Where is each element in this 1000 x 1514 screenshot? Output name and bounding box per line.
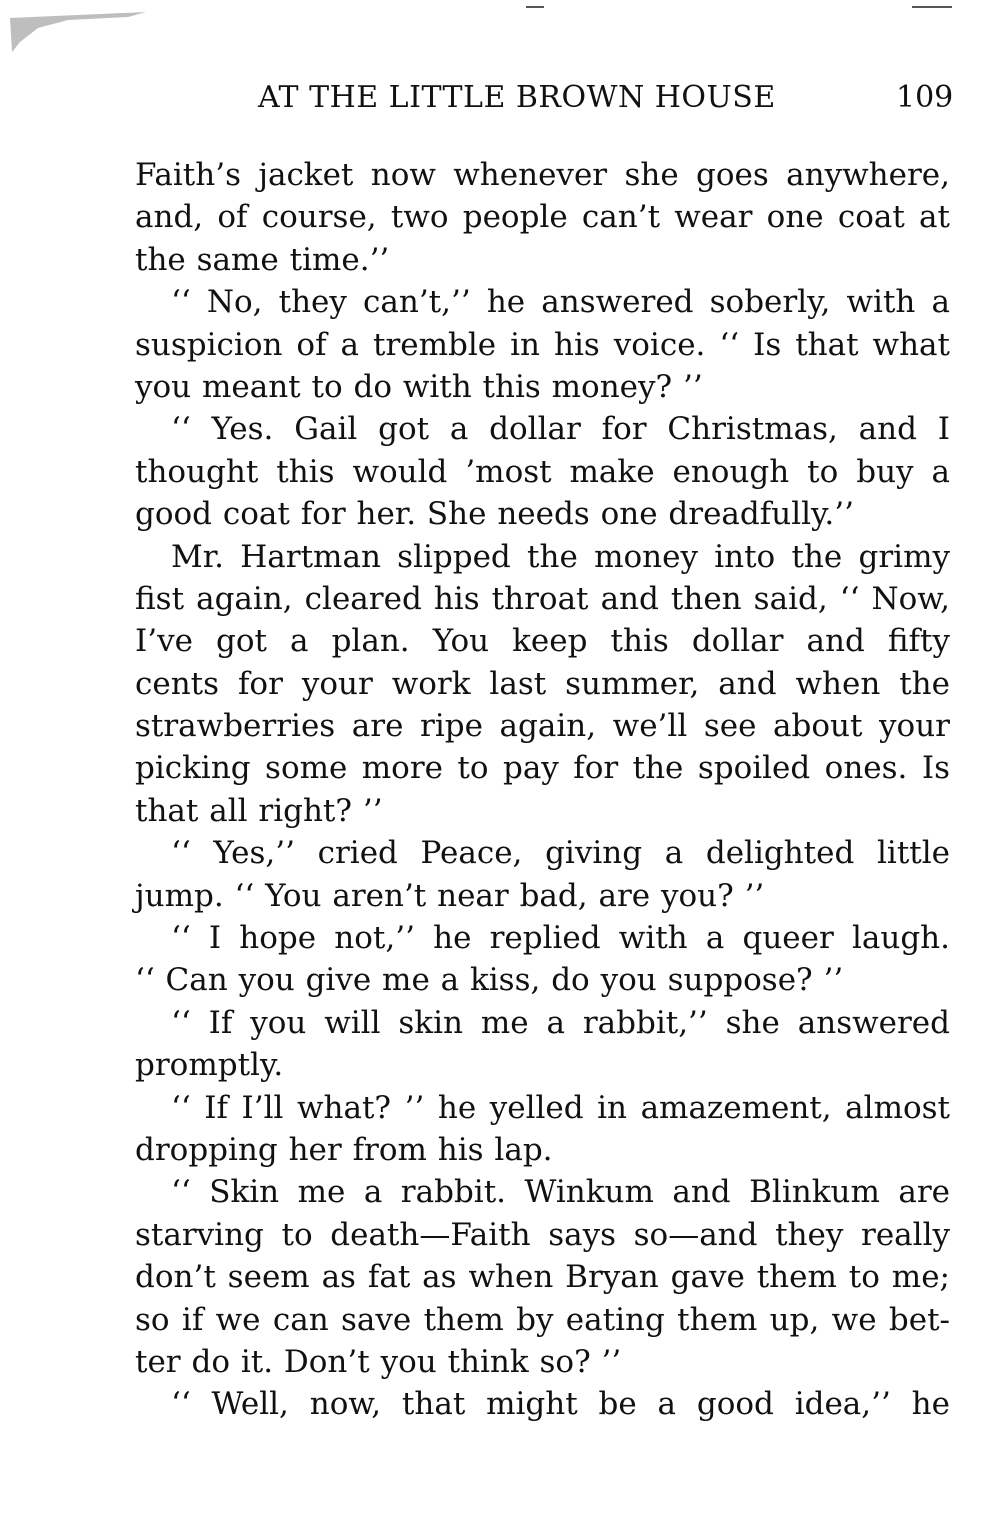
text-line: good coat for her. She needs one dreadfully.’’: [135, 496, 854, 533]
text-line: ‘‘ Yes. Gail got a dollar for Christmas, and I: [171, 411, 950, 448]
text-line: ‘‘ If you will skin me a rabbit,’’ she answered: [171, 1004, 950, 1041]
text-line: ‘‘ If I’ll what? ’’ he yelled in amazement, almost: [171, 1089, 950, 1126]
text-line: don’t seem as fat as when Bryan gave them to me;: [135, 1259, 950, 1296]
text-line: fist again, cleared his throat and then said, ‘‘ Now,: [135, 580, 950, 617]
text-line: ‘‘ Can you give me a kiss, do you suppose? ’’: [135, 962, 844, 999]
body-text: [135, 154, 950, 1426]
text-line: starving to death—Faith says so—and they really: [135, 1216, 950, 1253]
page-number: 109: [896, 80, 954, 115]
scan-speck: [526, 6, 544, 8]
text-line: ‘‘ Yes,’’ cried Peace, giving a delighted little: [171, 835, 950, 872]
text-line: that all right? ’’: [135, 792, 383, 829]
text-line: and, of course, two people can’t wear one coat at: [135, 199, 950, 236]
scan-smudge: [8, 8, 148, 58]
text-line: suspicion of a tremble in his voice. ‘‘ Is that what: [135, 326, 950, 363]
text-line: picking some more to pay for the spoiled ones. Is: [135, 750, 950, 787]
text-line: strawberries are ripe again, we’ll see about your: [135, 708, 950, 745]
running-header: [0, 80, 1000, 120]
text-line: the same time.’’: [135, 241, 390, 278]
running-head-title: AT THE LITTLE BROWN HOUSE: [258, 80, 776, 115]
text-line: jump. ‘‘ You aren’t near bad, are you? ’’: [135, 877, 765, 914]
scan-speck: [912, 6, 952, 8]
text-line: dropping her from his lap.: [135, 1131, 553, 1168]
text-line: ‘‘ No, they can’t,’’ he answered soberly, with a: [171, 284, 950, 321]
text-line: promptly.: [135, 1047, 284, 1084]
text-line: Faith’s jacket now whenever she goes anywhere,: [135, 157, 950, 193]
text-line: you meant to do with this money? ’’: [135, 368, 703, 405]
text-line: thought this would ’most make enough to buy a: [135, 453, 950, 490]
text-line: Mr. Hartman slipped the money into the grimy: [171, 538, 950, 575]
text-line: cents for your work last summer, and when the: [135, 665, 950, 702]
text-line: I’ve got a plan. You keep this dollar and fifty: [135, 623, 950, 660]
text-line: ‘‘ Skin me a rabbit. Winkum and Blinkum are: [171, 1174, 950, 1211]
text-line: ‘‘ Well, now, that might be a good idea,’’ he: [171, 1386, 950, 1423]
text-line: ‘‘ I hope not,’’ he replied with a queer laugh.: [171, 920, 950, 957]
text-line: ter do it. Don’t you think so? ’’: [135, 1343, 622, 1380]
text-line: so if we can save them by eating them up, we bet-: [135, 1301, 950, 1338]
